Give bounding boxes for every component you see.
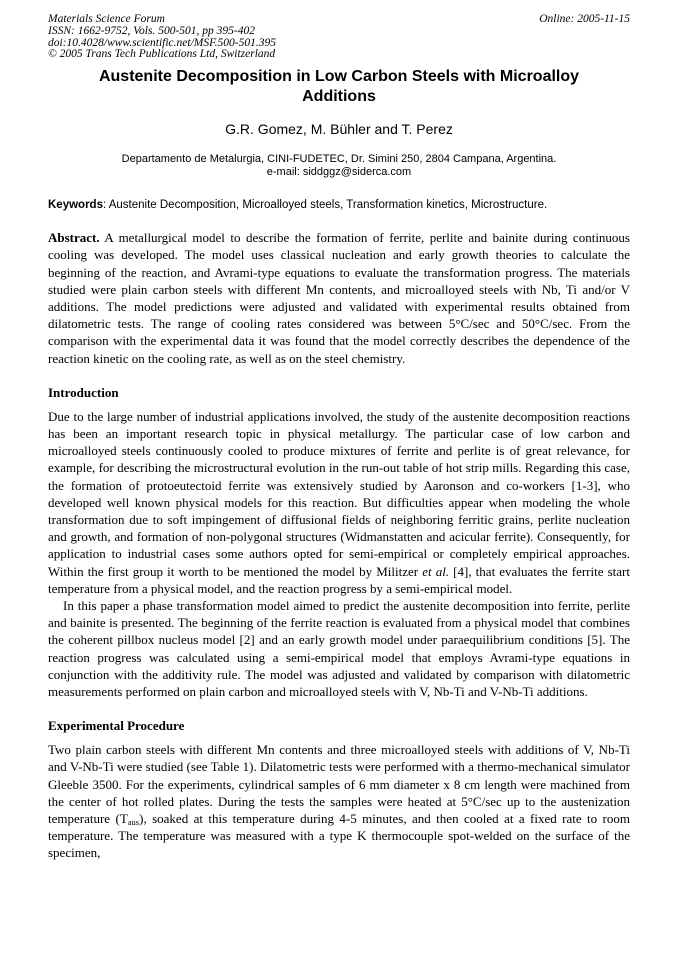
abstract-paragraph (48, 229, 630, 367)
email-line: e-mail: siddggz@siderca.com (266, 166, 412, 179)
introduction-paragraph-2: In this paper a phase transformation model aimed to predict the austenite decomposition into ferrite, perlite and bainite is presented. The beginning of the ferrite reaction is evaluated from a physical model that combines the coherent pillbox nucleus model [2] and an early growth model under paraequilibrium conditions [5]. The reaction progress was calculated using a semi-empirical model that employs Avrami-type equations in conjunction with the additivity rule. The model was adjusted and validated by comparison with dilatometric measurements performed on plain carbon and microalloyed steels with V, Nb-Ti and V-Nb-Ti additions. (48, 598, 630, 700)
experimental-paragraph (48, 741, 630, 861)
affiliation-line: Departamento de Metalurgia, CINI-FUDETEC, Dr. Simini 250, 2804 Campana, Argentina. (121, 153, 557, 166)
introduction-p1-text: Due to the large number of industrial applications involved, the study of the austenite decomposition reactions has been an important research topic in physical metallurgy. The particular case of low carbon and microalloyed steels continuously cooled to produce mixtures of ferrite and perlite is of great relevance, for example, for describing the microstructural evolution in the run-out table of hot strip mills. Regarding this case, the formation of protoeutectoid ferrite was extensively studied by Aaronson and co-workers [1-3], who developed well known physical models for this reaction. But difficulties appear when modeling the whole transformation due to soft impingement of diffusional fields of neighboring ferritic grains, perlite nucleation and growth, and formation of non-polygonal structures (Widmanstatten and acicular ferrite). Consequently, for application to industrial cases some authors opted for semi-empirical or completely empirical approaches. Within the first group it worth to be mentioned the model by Militzer (48, 408, 630, 579)
et-al-italic: et al. (422, 563, 450, 579)
doi-line: doi:10.4028/www.scientific.net/MSF.500-501.395 (48, 36, 276, 49)
authors-line: G.R. Gomez, M. Bühler and T. Perez (225, 121, 453, 138)
online-date: Online: 2005-11-15 (539, 13, 630, 25)
journal-header (48, 14, 630, 61)
affiliation-block (48, 153, 630, 179)
experimental-text: Two plain carbon steels with different Mn contents and three microalloyed steels with additions of V, Nb-Ti and V-Nb-Ti were studied (see Table 1). Dilatometric tests were performed with a thermo-mechanical simulator Gleeble 3500. For the experiments, cylindrical samples of 6 mm diameter x 8 cm length were machined from the center of hot rolled plates. During the tests the samples were heated at 5°C/sec up to the austenization temperature (T (48, 742, 630, 827)
issn-line: ISSN: 1662-9752, Vols. 500-501, pp 395-402 (48, 24, 255, 37)
experimental-heading: Experimental Procedure (48, 718, 185, 734)
introduction-paragraph-1 (48, 408, 630, 597)
experimental-text-end: ), soaked at this temperature during 4-5 minutes, and then cooled at a fixed rate to room temperature. The temperature was measured with a type K thermocouple spot-welded on the surface of the specimen, (48, 811, 630, 861)
copyright-line: © 2005 Trans Tech Publications Ltd, Switzerland (48, 48, 276, 61)
keywords-line (48, 198, 630, 212)
introduction-p1-text-end: [4], that evaluates the ferrite start temperature from a physical model, and the reaction progress by a semi-empirical model. (48, 563, 630, 596)
t-aus-subscript: aus (127, 817, 140, 828)
journal-header-left (48, 14, 276, 61)
abstract-label: Abstract. (48, 230, 100, 246)
introduction-heading: Introduction (48, 384, 119, 400)
paper-title: Austenite Decomposition in Low Carbon Steels with Microalloy Additions (98, 68, 580, 106)
journal-name: Materials Science Forum (48, 13, 165, 25)
keywords-label: Keywords (48, 199, 103, 212)
keywords-text: : Austenite Decomposition, Microalloyed steels, Transformation kinetics, Microstructure. (102, 199, 548, 212)
abstract-text: A metallurgical model to describe the formation of ferrite, perlite and bainite during continuous cooling was developed. The model uses classical nucleation and early growth theories to calculate the beginning of the reaction, and Avrami-type equations to evaluate the transformation progress. The materials studied were plain carbon steels with different Mn contents, and microalloyed steels with Nb, Ti and/or V additions. The model predictions were adjusted and validated with experimental results obtained from dilatometric tests. The range of cooling rates considered was between 5°C/sec and 50°C/sec. From the comparison with the experimental data it was found that the model correctly describes the dependence of the reaction kinetic on the cooling rate, as well as on the steel chemistry. (48, 230, 630, 366)
